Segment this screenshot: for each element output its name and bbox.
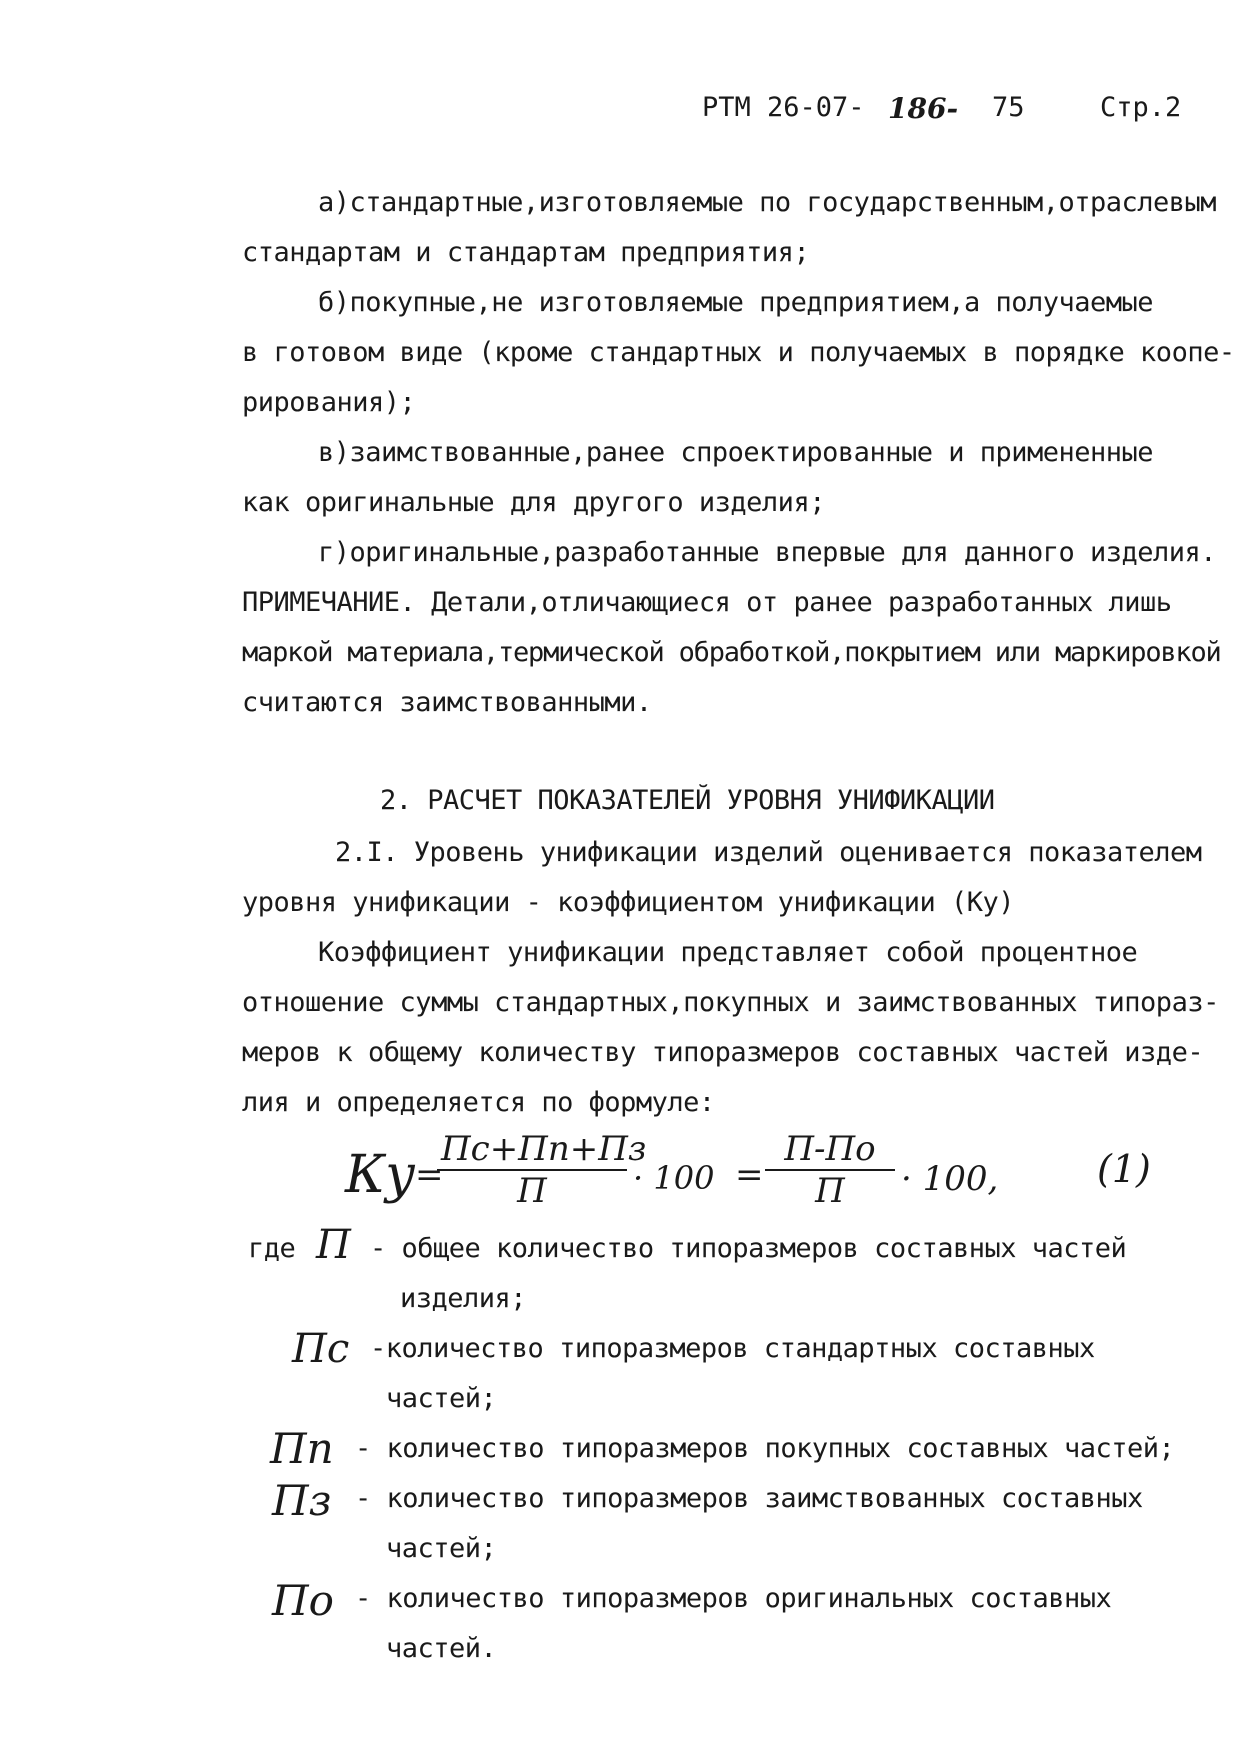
def-no-line1: - количество типоразмеров оригинальных составных [355, 1583, 1112, 1614]
item-a-line2: стандартам и стандартам предприятия; [242, 237, 810, 268]
item-c-line2: как оригинальные для другого изделия; [242, 487, 825, 518]
note-line2: маркой материала,термической обработкой,покрытием или маркировкой [242, 637, 1221, 668]
formula-eq2: = [735, 1155, 764, 1195]
formula-number: (1) [1097, 1147, 1151, 1191]
def-n-line2: изделия; [400, 1283, 527, 1314]
section-p2-line2: отношение суммы стандартных,покупных и заимствованных типораз- [242, 987, 1219, 1018]
formula-lhs: Ку [345, 1145, 416, 1205]
symbol-nc: Пс [292, 1326, 350, 1372]
fraction-1-denominator: П [517, 1171, 547, 1211]
section-p2-line4: лия и определяется по формуле: [242, 1087, 715, 1118]
fraction-2-denominator: П [815, 1171, 845, 1211]
def-nc-line1: -количество типоразмеров стандартных составных [370, 1333, 1095, 1364]
symbol-no: По [272, 1576, 334, 1625]
def-nc-line2: частей; [386, 1383, 497, 1414]
item-d-line1: г)оригинальные,разработанные впервые для данного изделия. [318, 537, 1217, 568]
def-nz-line1: - количество типоразмеров заимствованных составных [355, 1483, 1143, 1514]
formula-mult2: · 100, [901, 1159, 999, 1199]
def-nz-line2: частей; [386, 1533, 497, 1564]
unification-formula [345, 1125, 1205, 1235]
item-b-line1: б)покупные,не изготовляемые предприятием,а получаемые [318, 287, 1154, 318]
def-no-line2: частей. [386, 1633, 497, 1664]
doc-year: 75 [992, 92, 1025, 123]
formula-mult1: · 100 [633, 1159, 715, 1197]
section-p2-line1: Коэффициент унификации представляет собой процентное [318, 937, 1138, 968]
doc-code: РТМ 26-07- [702, 92, 865, 123]
where-label: где [248, 1233, 296, 1264]
fraction-1-numerator: Пс+Пп+Пз [437, 1129, 627, 1171]
formula-fraction-2 [765, 1129, 895, 1211]
item-c-line1: в)заимствованные,ранее спроектированные и примененные [318, 437, 1154, 468]
item-b-line3: рирования); [242, 387, 416, 418]
note-line1: ПРИМЕЧАНИЕ. Детали,отличающиеся от ранее разработанных лишь [242, 587, 1172, 618]
item-a-line1: а)стандартные,изготовляемые по государственным,отраслевым [318, 187, 1217, 218]
section-p1-line2: уровня унификации - коэффициентом унификации (Ку) [242, 887, 1015, 918]
section-p1-line1: 2.I. Уровень унификации изделий оценивается показателем [335, 837, 1202, 868]
symbol-n: П [316, 1222, 351, 1268]
note-line3: считаются заимствованными. [242, 687, 652, 718]
handwritten-number: 186- [888, 92, 959, 125]
formula-eq1: = [415, 1155, 444, 1195]
def-np-line1: - количество типоразмеров покупных составных частей; [355, 1433, 1175, 1464]
symbol-np: Пп [270, 1424, 334, 1473]
symbol-nz: Пз [272, 1476, 332, 1525]
page-number: Стр.2 [1100, 92, 1182, 123]
fraction-2-numerator: П-По [765, 1129, 895, 1171]
item-b-line2: в готовом виде (кроме стандартных и получаемых в порядке коопе- [242, 337, 1235, 368]
section-heading: 2. РАСЧЕТ ПОКАЗАТЕЛЕЙ УРОВНЯ УНИФИКАЦИИ [380, 785, 995, 816]
def-n-line1: - общее количество типоразмеров составных частей [370, 1233, 1127, 1264]
formula-fraction-1 [437, 1129, 647, 1211]
section-p2-line3: меров к общему количеству типоразмеров составных частей изде- [242, 1037, 1204, 1068]
